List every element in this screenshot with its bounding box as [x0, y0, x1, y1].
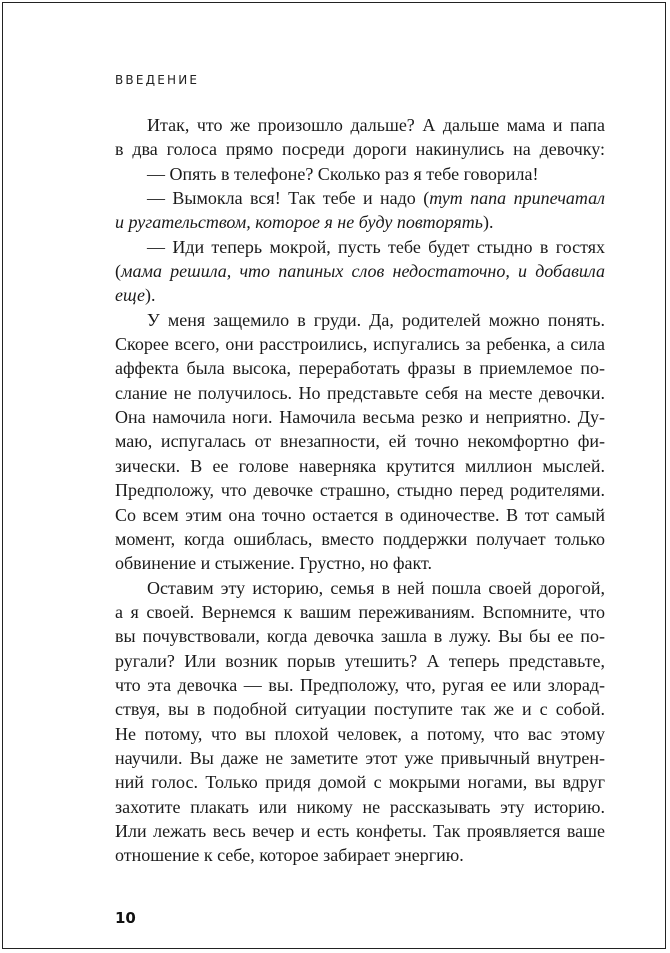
- text-run: — Опять в телефоне? Сколько раз я тебе говорила!: [147, 163, 539, 184]
- text-line: [115, 673, 605, 697]
- text-line: [115, 308, 605, 332]
- italic-text: тут папа припечатал: [429, 188, 605, 209]
- text-line: [115, 356, 605, 380]
- text-line: [115, 527, 605, 551]
- italic-text: и ругательством, которое я не буду повторять: [115, 212, 483, 233]
- running-head: ВВЕДЕНИЕ: [115, 73, 200, 87]
- text-line: [115, 210, 605, 234]
- text-run: Итак, что же произошло дальше? А дальше мама и папа: [147, 115, 605, 135]
- text-line: [115, 503, 605, 527]
- text-line: [115, 186, 605, 210]
- text-run: ).: [482, 212, 494, 233]
- text-run: ругали? Или возник порыв утешить? А теперь представьте,: [115, 650, 605, 671]
- text-run: — Иди теперь мокрой, пусть тебе будет стыдно в гостях: [147, 236, 605, 257]
- text-run: Не потому, что вы плохой человек, а потому, что вас этому: [115, 723, 605, 744]
- text-line: [115, 332, 605, 356]
- text-run: ).: [145, 285, 156, 306]
- text-line: [115, 746, 605, 770]
- text-run: а я своей. Вернемся к вашим переживаниям. Вспомните, что: [115, 601, 605, 622]
- text-line: [115, 551, 605, 575]
- text-line: [115, 235, 605, 259]
- text-line: [115, 259, 605, 283]
- text-run: зически. В ее голове наверняка крутится миллион мыслей.: [115, 455, 605, 476]
- text-run: что эта девочка — вы. Предположу, что, ругая ее или злорад-: [115, 674, 605, 695]
- italic-text: мама решила, что папиных слов недостаточно, и добавила: [121, 261, 605, 282]
- text-run: слание не получилось. Но представьте себя на месте девочки.: [115, 382, 605, 403]
- text-run: Она намочила ноги. Намочила весьма резко и неприятно. Ду-: [115, 407, 605, 428]
- text-run: захотите плакать или никому не рассказывать эту историю.: [115, 796, 605, 817]
- text-run: ний голос. Только придя домой с мокрыми ногами, вы вдруг: [115, 772, 605, 793]
- text-line: [115, 381, 605, 405]
- text-line: [115, 649, 605, 673]
- text-line: [115, 429, 605, 453]
- text-line: [115, 600, 605, 624]
- page-number: 10: [115, 909, 136, 927]
- text-run: научили. Вы даже не заметите этот уже привычный внутрен-: [115, 747, 605, 768]
- body-text: [115, 113, 605, 868]
- text-run: Предположу, что девочке страшно, стыдно перед родителями.: [115, 480, 605, 501]
- text-line: [115, 576, 605, 600]
- text-line: [115, 770, 605, 794]
- text-run: Скорее всего, они расстроились, испугались за ребенка, а сила: [115, 334, 605, 355]
- italic-text: еще: [115, 285, 146, 306]
- text-run: Или лежать весь вечер и есть конфеты. Так проявляется ваше: [115, 820, 605, 841]
- text-run: вы почувствовали, когда девочка зашла в лужу. Вы бы ее по-: [115, 626, 605, 647]
- text-line: [115, 843, 605, 867]
- text-run: отношение к себе, которое забирает энергию.: [115, 845, 464, 866]
- text-run: обвинение и стыжение. Грустно, но факт.: [115, 553, 433, 574]
- text-run: (: [115, 261, 121, 282]
- text-run: момент, когда ошиблась, вместо поддержки получает только: [115, 528, 605, 549]
- text-line: [115, 405, 605, 429]
- text-line: [115, 454, 605, 478]
- text-run: — Вымокла вся! Так тебе и надо (: [147, 188, 430, 209]
- text-line: [115, 113, 605, 137]
- text-line: [115, 478, 605, 502]
- text-run: У меня защемило в груди. Да, родителей можно понять.: [147, 309, 605, 330]
- text-run: аффекта была высока, переработать фразы в приемлемое по-: [115, 358, 605, 379]
- text-line: [115, 137, 605, 161]
- text-line: [115, 722, 605, 746]
- text-line: [115, 697, 605, 721]
- book-page: [2, 2, 666, 949]
- text-line: [115, 283, 605, 307]
- text-line: [115, 819, 605, 843]
- text-line: [115, 795, 605, 819]
- text-run: маю, испугалась от внезапности, ей точно некомфортно фи-: [115, 431, 605, 452]
- text-run: Оставим эту историю, семья в ней пошла своей дорогой,: [147, 577, 605, 598]
- text-run: в два голоса прямо посреди дороги накинулись на девочку:: [115, 139, 605, 160]
- text-run: Со всем этим она точно остается в одиночестве. В тот самый: [115, 504, 605, 525]
- text-line: [115, 162, 605, 186]
- text-run: ствуя, вы в подобной ситуации поступите так же и с собой.: [115, 699, 605, 720]
- text-line: [115, 624, 605, 648]
